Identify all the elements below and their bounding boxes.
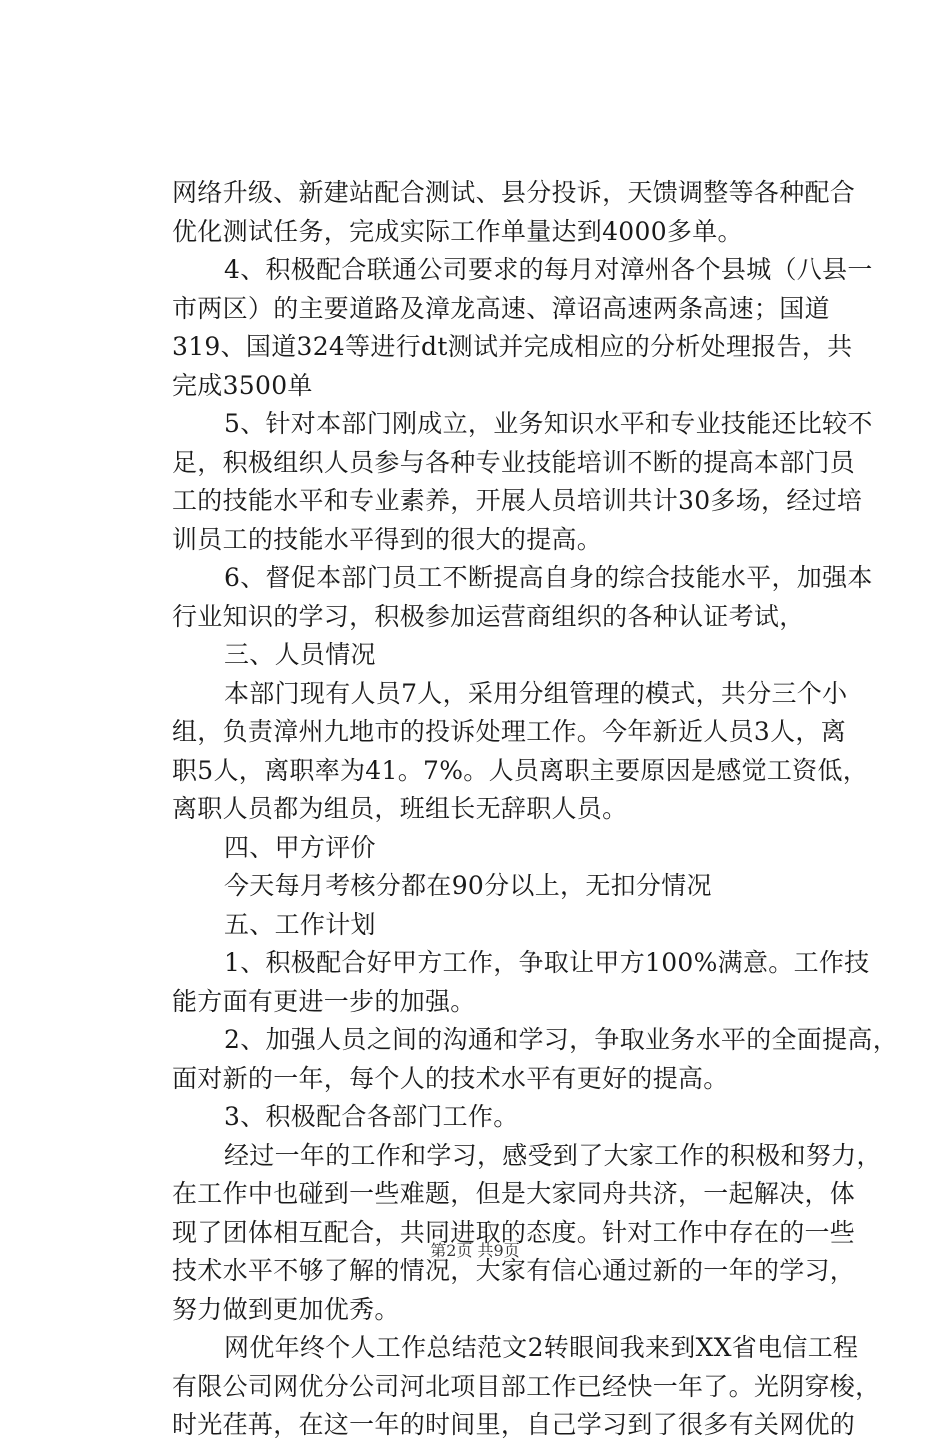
text-line: 努力做到更加优秀。 — [172, 1294, 400, 1324]
text-line: 网优年终个人工作总结范文2转眼间我来到XX省电信工程 — [224, 1333, 859, 1362]
text-line: 4、积极配合联通公司要求的每月对漳州各个县城（八县一 — [224, 255, 873, 284]
text-line: 319、国道324等进行dt测试并完成相应的分析处理报告，共 — [172, 332, 853, 361]
text-line: 职5人，离职率为41。7%。人员离职主要原因是感觉工资低， — [172, 755, 869, 785]
text-line: 在工作中也碰到一些难题，但是大家同舟共济，一起解决，体 — [172, 1179, 856, 1208]
text-line: 1、积极配合好甲方工作，争取让甲方100%满意。工作技 — [224, 948, 870, 977]
text-line: 3、积极配合各部门工作。 — [224, 1102, 519, 1131]
text-line: 四、甲方评价 — [224, 832, 376, 862]
text-line: 完成3500单 — [172, 370, 313, 400]
text-line: 本部门现有人员7人，采用分组管理的模式，共分三个小 — [224, 678, 848, 708]
text-line: 2、加强人员之间的沟通和学习，争取业务水平的全面提高， — [224, 1025, 899, 1054]
text-line: 5、针对本部门刚成立，业务知识水平和专业技能还比较不 — [224, 409, 873, 438]
text-line: 市两区）的主要道路及漳龙高速、漳诏高速两条高速；国道 — [172, 293, 830, 323]
text-line: 6、督促本部门员工不断提高自身的综合技能水平，加强本 — [224, 563, 873, 592]
text-line: 足，积极组织人员参与各种专业技能培训不断的提高本部门员 — [172, 447, 856, 477]
text-line: 训员工的技能水平得到的很大的提高。 — [172, 524, 603, 554]
text-line: 网络升级、新建站配合测试、县分投诉，天馈调整等各种配合 — [172, 178, 856, 207]
text-line: 离职人员都为组员，班组长无辞职人员。 — [172, 794, 628, 823]
text-line: 能方面有更进一步的加强。 — [172, 986, 476, 1016]
text-line: 行业知识的学习，积极参加运营商组织的各种认证考试， — [172, 601, 805, 631]
text-line: 优化测试任务，完成实际工作单量达到4000多单。 — [172, 216, 743, 246]
text-line: 现了团体相互配合，共同进取的态度。针对工作中存在的一些 — [172, 1217, 856, 1247]
text-line: 五、工作计划 — [224, 909, 376, 939]
text-line: 工的技能水平和专业素养，开展人员培训共计30多场，经过培 — [172, 486, 863, 515]
text-line: 面对新的一年，每个人的技术水平有更好的提高。 — [172, 1063, 729, 1093]
text-line: 技术水平不够了解的情况，大家有信心通过新的一年的学习， — [172, 1256, 856, 1285]
text-line: 组，负责漳州九地市的投诉处理工作。今年新近人员3人，离 — [172, 717, 847, 746]
text-line: 三、人员情况 — [224, 640, 376, 669]
text-line: 经过一年的工作和学习，感受到了大家工作的积极和努力， — [224, 1140, 882, 1170]
page-footer: 第2页 共9页 — [430, 1241, 520, 1260]
text-line: 时光荏苒，在这一年的时间里，自己学习到了很多有关网优的 — [172, 1410, 856, 1439]
text-line: 有限公司网优分公司河北项目部工作已经快一年了。光阴穿梭， — [172, 1371, 881, 1401]
text-line: 今天每月考核分都在90分以上，无扣分情况 — [224, 871, 712, 900]
